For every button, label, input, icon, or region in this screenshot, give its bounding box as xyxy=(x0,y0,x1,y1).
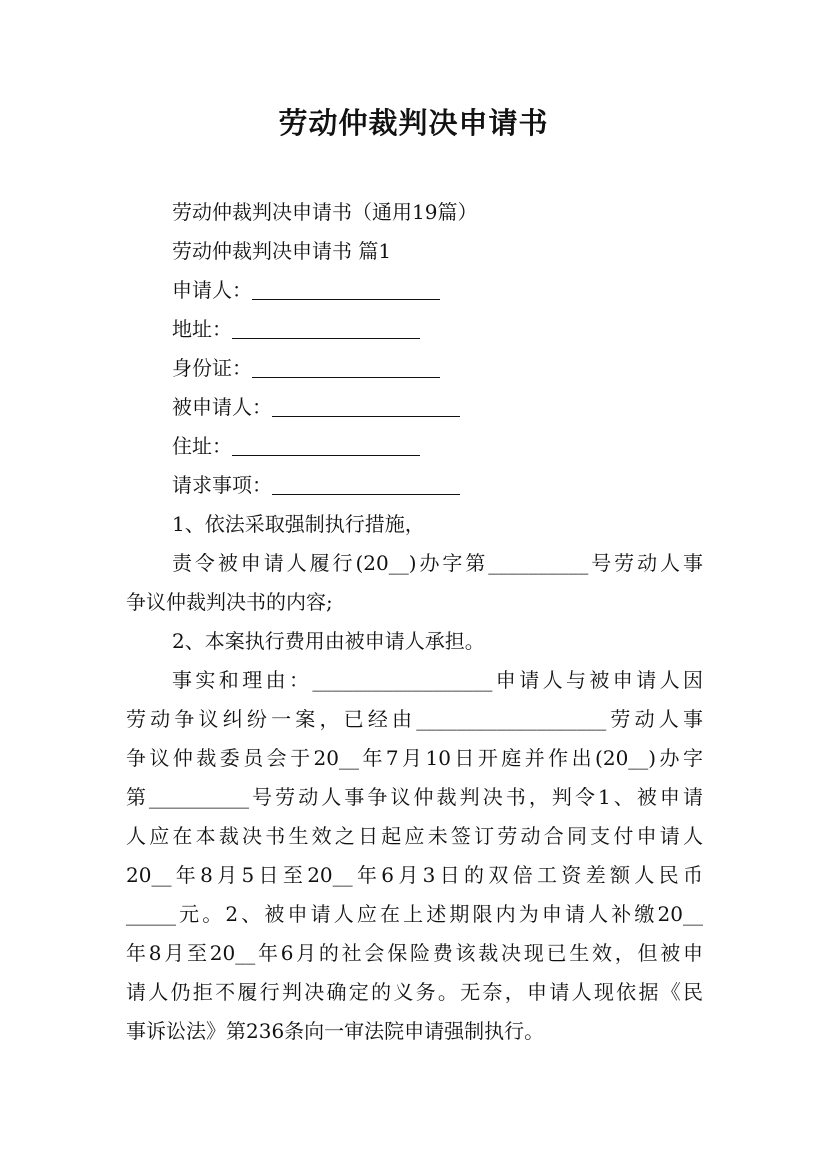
residence-label: 住址： xyxy=(172,434,232,458)
article-heading: 劳动仲裁判决申请书 篇1 xyxy=(172,239,392,263)
paragraph-line: 事诉讼法》第236条向一审法院申请强制执行。 xyxy=(126,1019,545,1043)
paragraph-line: _____元。2、被申请人应在上述期限内为申请人补缴20__ xyxy=(126,902,703,926)
id-card-field xyxy=(172,354,440,382)
id-card-blank xyxy=(252,357,440,378)
respondent-label: 被申请人： xyxy=(172,395,272,419)
paragraph-line: 争议仲裁判决书的内容; xyxy=(126,590,333,614)
paragraph-line: 第__________号劳动人事争议仲裁判决书，判令1、被申请 xyxy=(126,785,703,809)
paragraph-line: 责令被申请人履行(20__)办字第__________号劳动人事 xyxy=(172,551,703,575)
applicant-label: 申请人： xyxy=(172,278,252,302)
address-field xyxy=(172,315,420,343)
paragraph-line: 争议仲裁委员会于20__年7月10日开庭并作出(20__)办字 xyxy=(126,746,703,770)
residence-blank xyxy=(232,435,420,456)
document-subtitle: 劳动仲裁判决申请书（通用19篇） xyxy=(172,200,478,224)
facts-paragraph xyxy=(126,666,703,1056)
paragraph-line: 请人仍拒不履行判决确定的义务。无奈，申请人现依据《民 xyxy=(126,980,703,1004)
address-blank xyxy=(232,318,420,339)
requests-blank xyxy=(272,474,460,495)
residence-field xyxy=(172,432,420,460)
respondent-blank xyxy=(272,396,460,417)
paragraph-line: 事实和理由：__________________申请人与被申请人因 xyxy=(172,668,703,692)
requests-label: 请求事项： xyxy=(172,473,272,497)
applicant-blank xyxy=(252,279,440,300)
request-item-1: 1、依法采取强制执行措施， xyxy=(172,512,425,536)
paragraph-line: 人应在本裁决书生效之日起应未签订劳动合同支付申请人 xyxy=(126,824,703,848)
id-card-label: 身份证： xyxy=(172,356,252,380)
requests-field xyxy=(172,471,460,499)
respondent-field xyxy=(172,393,460,421)
address-label: 地址： xyxy=(172,317,232,341)
request-item-1-detail xyxy=(126,549,703,627)
paragraph-line: 劳动争议纠纷一案，已经由___________________劳动人事 xyxy=(126,707,703,731)
paragraph-line: 20__年8月5日至20__年6月3日的双倍工资差额人民币 xyxy=(126,863,703,887)
request-item-2: 2、本案执行费用由被申请人承担。 xyxy=(172,629,485,653)
applicant-field xyxy=(172,276,440,304)
paragraph-line: 年8月至20__年6月的社会保险费该裁决现已生效，但被申 xyxy=(126,941,703,965)
document-title: 劳动仲裁判决申请书 xyxy=(278,106,549,140)
